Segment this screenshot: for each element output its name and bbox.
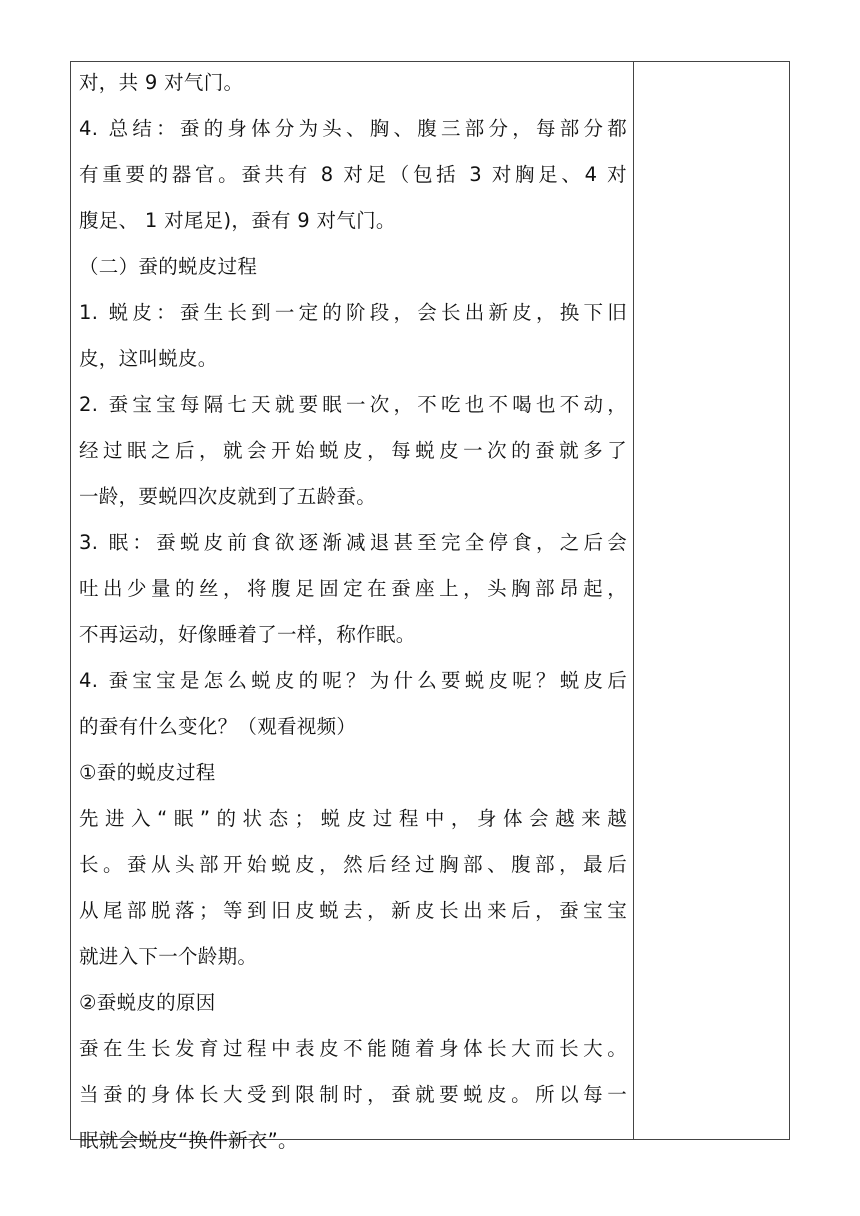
- notes-cell: [634, 62, 789, 1139]
- text-line: 不再运动，好像睡着了一样，称作眠。: [79, 623, 416, 646]
- text-line: （二）蚕的蜕皮过程: [79, 255, 258, 278]
- text-line: 眠就会蜕皮“换件新衣”。: [79, 1129, 298, 1152]
- text-line: 蚕在生长发育过程中表皮不能随着身体长大而长大。: [79, 1037, 627, 1060]
- text-line: 4. 总结：蚕的身体分为头、胸、腹三部分，每部分都: [79, 117, 627, 140]
- text-line: 腹足、 1 对尾足)，蚕有 9 对气门。: [79, 209, 396, 232]
- text-line: 一龄，要蜕四次皮就到了五龄蚕。: [79, 485, 377, 508]
- text-line: 的蚕有什么变化？（观看视频）: [79, 715, 357, 738]
- text-line: 从尾部脱落；等到旧皮蜕去，新皮长出来后，蚕宝宝: [79, 899, 627, 922]
- text-line: ②蚕蜕皮的原因: [79, 991, 216, 1014]
- text-line: 4. 蚕宝宝是怎么蜕皮的呢？为什么要蜕皮呢？蜕皮后: [79, 669, 627, 692]
- text-line: 经过眠之后，就会开始蜕皮，每蜕皮一次的蚕就多了: [79, 439, 627, 462]
- text-line: 对，共 9 对气门。: [79, 71, 244, 94]
- text-line: 长。蚕从头部开始蜕皮，然后经过胸部、腹部，最后: [79, 853, 627, 876]
- text-line: 先进入“眠”的状态；蜕皮过程中，身体会越来越: [79, 807, 627, 830]
- text-line: 3. 眠：蚕蜕皮前食欲逐渐减退甚至完全停食，之后会: [79, 531, 627, 554]
- lesson-table: [70, 61, 790, 1152]
- text-line: 皮，这叫蜕皮。: [79, 347, 218, 370]
- lesson-content-cell: [79, 60, 627, 1164]
- text-line: 吐出少量的丝，将腹足固定在蚕座上，头胸部昂起，: [79, 577, 627, 600]
- text-line: ①蚕的蜕皮过程: [79, 761, 216, 784]
- text-line: 有重要的器官。蚕共有 8 对足（包括 3 对胸足、4 对: [79, 163, 627, 186]
- text-line: 就进入下一个龄期。: [79, 945, 258, 968]
- text-line: 1. 蜕皮：蚕生长到一定的阶段，会长出新皮，换下旧: [79, 301, 627, 324]
- text-line: 2. 蚕宝宝每隔七天就要眠一次，不吃也不喝也不动，: [79, 393, 627, 416]
- text-line: 当蚕的身体长大受到限制时，蚕就要蜕皮。所以每一: [79, 1083, 627, 1106]
